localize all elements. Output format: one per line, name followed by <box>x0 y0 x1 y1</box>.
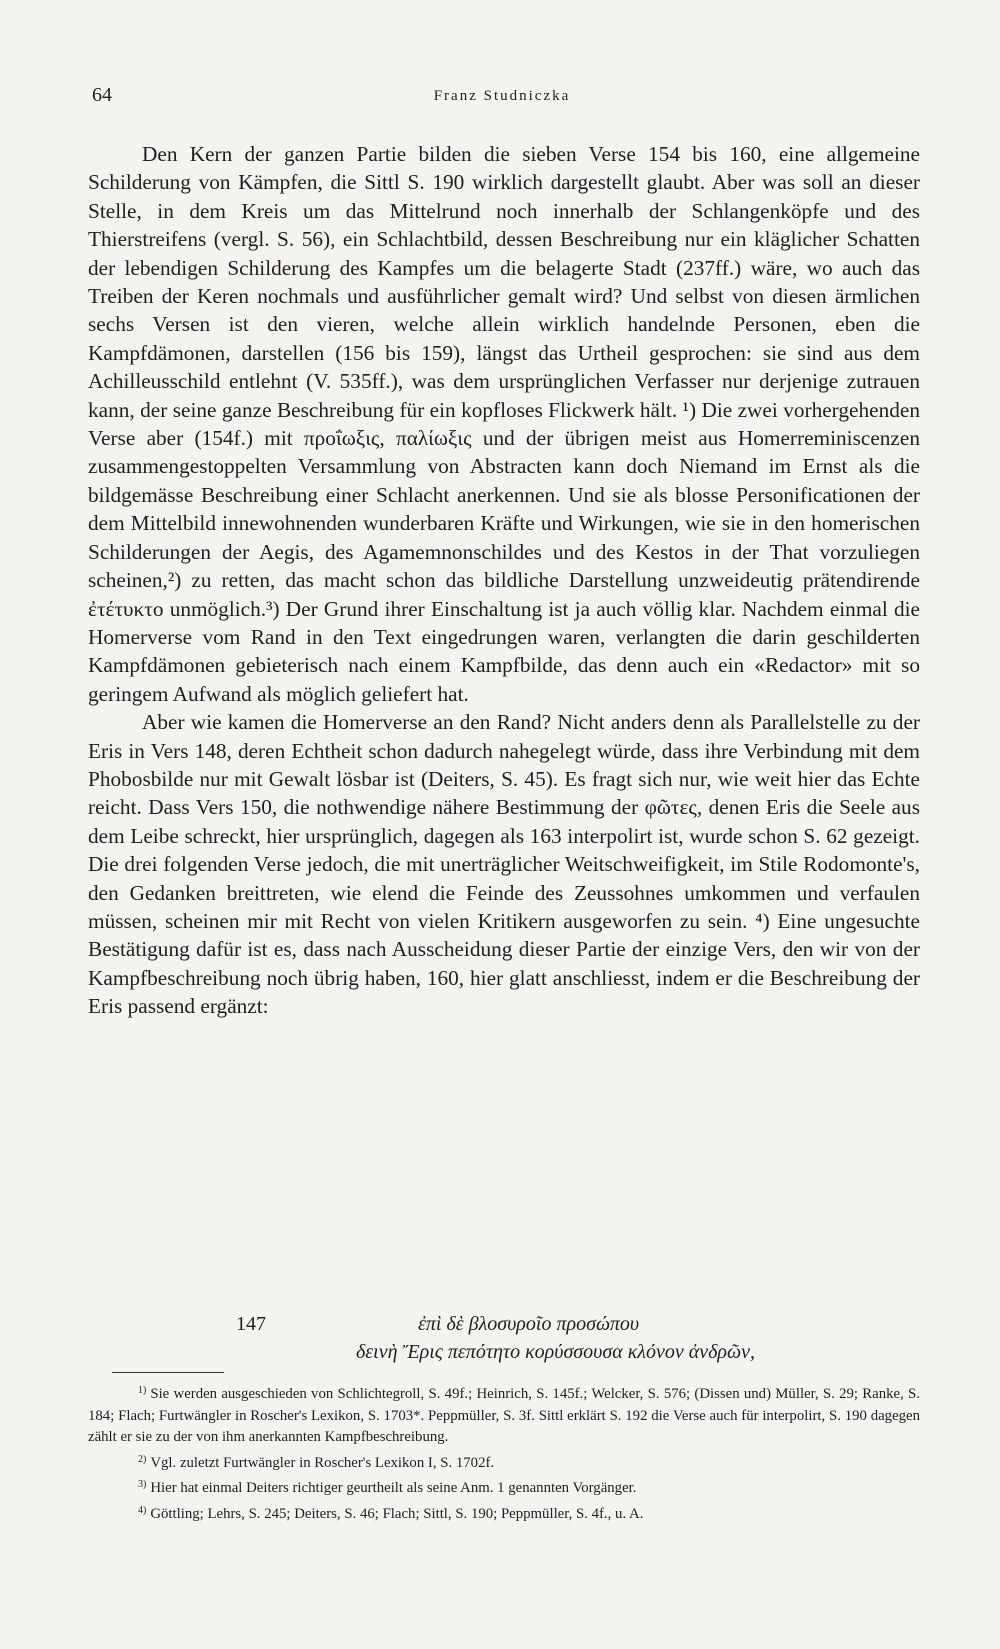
verse-line: ἐπὶ δὲ βλοσυροῖο προσώπου <box>418 1313 640 1335</box>
footnote <box>88 1380 920 1449</box>
body-text <box>88 140 920 1021</box>
paragraph: Aber wie kamen die Homerverse an den Rand? Nicht anders denn als Parallelstelle zu der Eris in Vers 148, deren Echtheit schon dadurch nahegelegt würde, dass ihre Verbindung mit dem Phobosbilde nur mit Gewalt lösbar ist (Deiters, S. 45). Es fragt sich nur, wie weit hier das Echte reicht. Dass Vers 150, die nothwendige nähere Bestimmung der φῶτες, denen Eris die Seele aus dem Leibe schreckt, hier ursprünglich, dagegen als 163 interpolirt ist, wurde schon S. 62 gezeigt. Die drei folgenden Verse jedoch, die mit unerträglicher Weitschweifigkeit, im Stile Rodomonte's, den Gedanken breittreten, wie elend die Feinde des Zeussohnes umkommen und verfaulen müssen, scheinen mir mit Recht von vielen Kritikern ausgeworfen zu sein. ⁴) Eine ungesuchte Bestätigung dafür ist es, dass nach Ausscheidung dieser Partie der einzige Vers, den wir von der Kampfbeschreibung noch übrig haben, 160, hier glatt anschliesst, indem er die Beschreibung der Eris passend ergänzt: <box>88 710 920 1019</box>
page-number: 64 <box>92 84 112 106</box>
verse-quotation <box>88 1310 920 1370</box>
footnote-mark: 1) <box>138 1385 147 1396</box>
footnote <box>88 1500 920 1526</box>
footnote-mark: 2) <box>138 1453 147 1465</box>
footnote-text: Göttling; Lehrs, S. 245; Deiters, S. 46; Flach; Sittl, S. 190; Peppmüller, S. 4f., u. A. <box>150 1505 644 1522</box>
footnote-mark: 3) <box>138 1479 147 1491</box>
verse-line: δεινὴ Ἔρις πεπότητο κορύσσουσα κλόνον ἀνδρῶν, <box>356 1341 755 1363</box>
footnotes <box>88 1380 920 1526</box>
page-header <box>92 84 912 114</box>
running-head: Franz Studniczka <box>433 88 571 104</box>
paragraph: Den Kern der ganzen Partie bilden die sieben Verse 154 bis 160, eine allgemeine Schilderung von Kämpfen, die Sittl S. 190 wirklich dargestellt glaubt. Aber was soll an dieser Stelle, in dem Kreis um das Mittelrund noch innerhalb der Schlangenköpfe und des Thierstreifens (vergl. S. 56), ein Schlachtbild, dessen Beschreibung nur ein kläglicher Schatten der lebendigen Schilderung des Kampfes um die belagerte Stadt (237ff.) wäre, wo auch das Treiben der Keren nochmals und ausführlicher gemalt wird? Und selbst von diesen ärmlichen sechs Versen ist den vieren, welche allein wirklich handelnde Personen, eben die Kampfdämonen, darstellen (156 bis 159), längst das Urtheil gesprochen: sie sind aus dem Achilleusschild entlehnt (V. 535ff.), was dem ursprünglichen Verfasser nur derjenige zutrauen kann, der seine ganze Beschreibung für ein kopfloses Flickwerk hält. ¹) Die zwei vorhergehenden Verse aber (154f.) mit προΐωξις, παλίωξις und der übrigen meist aus Homerreminiscenzen zusammengestoppelten Versammlung von Abstracten kann doch Niemand im Ernst als die bildgemässe Beschreibung einer Schlacht anerkennen. Und sie als blosse Personificationen der dem Mittelbild innewohnenden wunderbaren Kräfte und Wirkungen, wie sie in den homerischen Schilderungen der Aegis, des Agamemnonschildes und des Kestos in der That vorzuliegen scheinen,²) zu retten, das macht schon das bildliche Darstellung unzweideutig prätendirende ἐτέτυκτο unmöglich.³) Der Grund ihrer Einschaltung ist ja auch völlig klar. Nachdem einmal die Homerverse vom Rand in den Text eingedrungen waren, verlangten die darin geschilderten Kampfdämonen gebieterisch nach einem Kampfbilde, das denn auch ein «Redactor» mit so geringem Aufwand als möglich geliefert hat. <box>88 142 920 706</box>
footnote-mark: 4) <box>138 1504 147 1516</box>
footnote-text: Vgl. zuletzt Furtwängler in Roscher's Lexikon I, S. 1702f. <box>150 1454 495 1471</box>
footnote <box>88 1474 920 1500</box>
footnote <box>88 1449 920 1475</box>
verse-number: 147 <box>236 1313 266 1335</box>
footnote-text: Hier hat einmal Deiters richtiger geurtheilt als seine Anm. 1 genannten Vorgänger. <box>150 1480 637 1497</box>
footnote-divider <box>112 1372 224 1373</box>
footnote-text: Sie werden ausgeschieden von Schlichtegroll, S. 49f.; Heinrich, S. 145f.; Welcker, S. 576; (Dissen und) Müller, S. 29; Ranke, S. 184; Flach; Furtwängler in Roscher's Lexikon, S. 1703*. Peppmüller, S. 3f. Sittl erklärt S. 192 die Verse auch für interpolirt, S. 190 dagegen zählt er sie zu der von ihm anerkannten Kampfbeschreibung. <box>88 1386 920 1446</box>
